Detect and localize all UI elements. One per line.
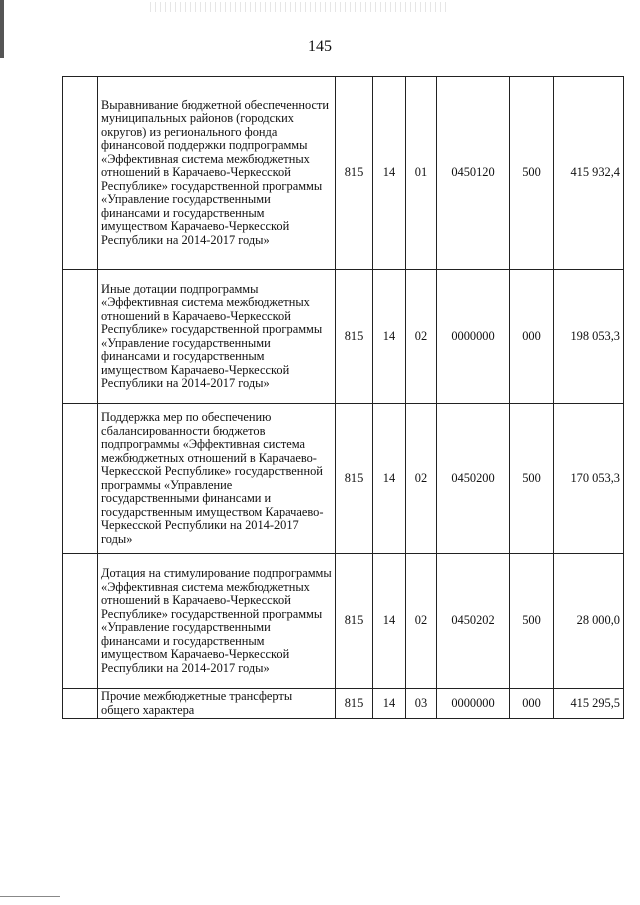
- section-code: 14: [373, 689, 406, 719]
- subsection-code: 02: [406, 404, 437, 554]
- section-code: 14: [373, 404, 406, 554]
- ministry-code: 815: [336, 77, 373, 270]
- footnote-separator: [0, 896, 60, 897]
- ministry-code: 815: [336, 404, 373, 554]
- section-code: 14: [373, 77, 406, 270]
- section-code: 14: [373, 270, 406, 404]
- amount: 198 053,3: [554, 270, 624, 404]
- expense-type-code: 500: [510, 77, 554, 270]
- subsection-code: 02: [406, 554, 437, 689]
- empty-cell: [63, 689, 98, 719]
- ministry-code: 815: [336, 270, 373, 404]
- subsection-code: 02: [406, 270, 437, 404]
- table-row: [63, 554, 624, 689]
- section-code: 14: [373, 554, 406, 689]
- expense-type-code: 000: [510, 270, 554, 404]
- table-row: [63, 689, 624, 719]
- amount: 415 932,4: [554, 77, 624, 270]
- subsection-code: 01: [406, 77, 437, 270]
- expense-type-code: 500: [510, 404, 554, 554]
- ministry-code: 815: [336, 554, 373, 689]
- empty-cell: [63, 404, 98, 554]
- scan-noise: [150, 2, 450, 12]
- empty-cell: [63, 270, 98, 404]
- table-row: [63, 404, 624, 554]
- page-number: 145: [308, 38, 332, 55]
- table-row: [63, 270, 624, 404]
- row-description: Дотация на стимулирование подпрограммы «Эффективная система межбюджетных отношений в Карачаево-Черкесской Республике» государственной программы «Управление государственными финансами и государственным имуществом Карачаево-Черкесской Республики на 2014-2017 годы»: [98, 554, 336, 689]
- amount: 28 000,0: [554, 554, 624, 689]
- expense-type-code: 500: [510, 554, 554, 689]
- target-code: 0450202: [437, 554, 510, 689]
- target-code: 0000000: [437, 689, 510, 719]
- amount: 415 295,5: [554, 689, 624, 719]
- target-code: 0450200: [437, 404, 510, 554]
- subsection-code: 03: [406, 689, 437, 719]
- target-code: 0450120: [437, 77, 510, 270]
- row-description: Прочие межбюджетные трансферты общего характера: [98, 689, 336, 719]
- empty-cell: [63, 77, 98, 270]
- amount: 170 053,3: [554, 404, 624, 554]
- ministry-code: 815: [336, 689, 373, 719]
- row-description: Иные дотации подпрограммы «Эффективная система межбюджетных отношений в Карачаево-Черкесской Республике» государственной программы «Управление государственными финансами и государственным имуществом Карачаево-Черкесской Республики на 2014-2017 годы»: [98, 270, 336, 404]
- empty-cell: [63, 554, 98, 689]
- row-description: Выравнивание бюджетной обеспеченности муниципальных районов (городских округов) из регионального фонда финансовой поддержки подпрограммы «Эффективная система межбюджетных отношений в Карачаево-Черкесской Республике» государственной программы «Управление государственными финансами и государственным имуществом Карачаево-Черкесской Республики на 2014-2017 годы»: [98, 77, 336, 270]
- expense-type-code: 000: [510, 689, 554, 719]
- table-row: [63, 77, 624, 270]
- target-code: 0000000: [437, 270, 510, 404]
- row-description: Поддержка мер по обеспечению сбалансированности бюджетов подпрограммы «Эффективная система межбюджетных отношений в Карачаево-Черкесской Республике» государственной программы «Управление государственными финансами и государственным имуществом Карачаево-Черкесской Республики на 2014-2017 годы»: [98, 404, 336, 554]
- budget-table: [62, 76, 624, 719]
